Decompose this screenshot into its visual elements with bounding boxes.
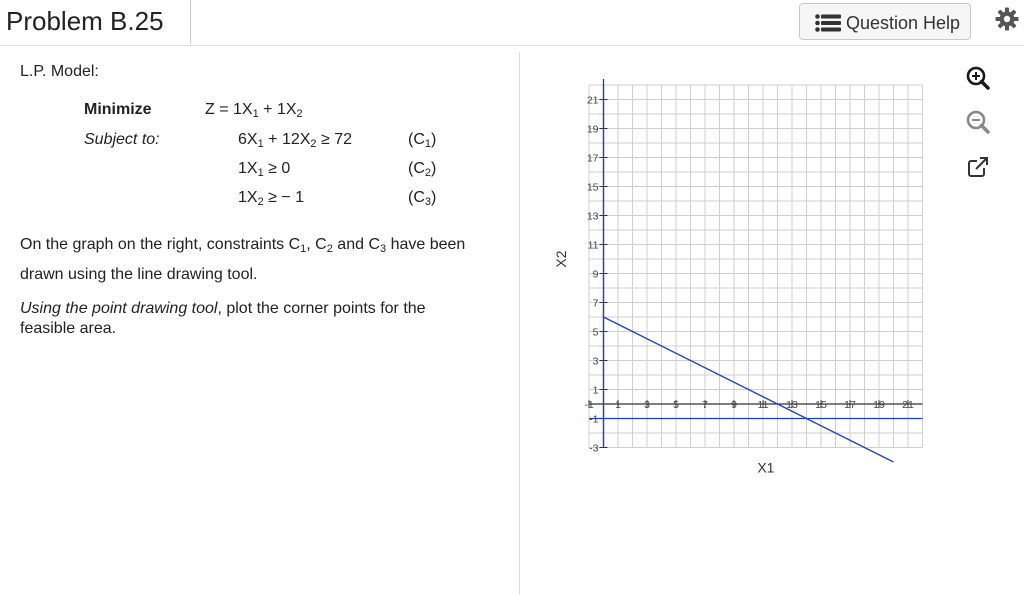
y-tick-label: 19 <box>586 123 599 136</box>
pop-out-icon[interactable] <box>964 153 992 181</box>
y-tick-label: 11 <box>587 239 599 252</box>
x-tick-label: 21 <box>902 399 914 411</box>
zoom-in-icon[interactable] <box>964 64 992 92</box>
minimize-label: Minimize <box>84 101 152 118</box>
x-tick-label: 17 <box>844 399 856 411</box>
constraint-tag-c1: $(C_1)$ <box>408 131 437 150</box>
constraint-c2: $1X_1 \ge 0$ <box>238 160 291 179</box>
y-tick-label: 15 <box>586 181 599 194</box>
constraint-c1: $6X_1 + 12X_2 \ge 72$ <box>238 131 352 150</box>
model-heading: L.P. Model: <box>20 63 99 80</box>
question-help-button[interactable] <box>799 3 971 40</box>
y-tick-label: 9 <box>592 268 599 281</box>
x-tick-label: 15 <box>815 399 827 411</box>
page-title: Problem B.25 <box>6 6 164 36</box>
y-tick-label: 21 <box>586 94 599 107</box>
y-tick-label: 13 <box>586 210 599 223</box>
x-axis-label: X1 <box>757 459 775 476</box>
header-divider <box>0 45 1024 46</box>
x-tick-label: 1 <box>615 399 621 411</box>
panel-divider <box>519 52 520 595</box>
y-tick-label: 17 <box>586 152 599 165</box>
x-tick-label: 9 <box>731 399 737 411</box>
x-tick-label: 19 <box>873 399 885 411</box>
y-axis-label: X2 <box>553 250 569 268</box>
title-box <box>0 0 191 44</box>
constraint-tag-c3: $(C_3)$ <box>408 189 437 208</box>
instruction-paragraph-1: On the graph on the right, constraints $C_1$, $C_2$ and $C_3$ have been drawn using the line drawing tool. <box>20 236 466 283</box>
x-tick-label: 5 <box>673 399 679 411</box>
subject-to-label: Subject to: <box>84 131 160 148</box>
zoom-out-icon[interactable] <box>964 108 992 136</box>
constraint-tag-c2: $(C_2)$ <box>408 160 437 179</box>
y-tick-label: 5 <box>592 326 599 339</box>
y-tick-label: 3 <box>592 355 599 368</box>
instruction-paragraph-2: Using the point drawing tool, plot the corner points for the feasible area. <box>20 300 426 337</box>
x-tick-label: 13 <box>786 399 798 411</box>
y-tick-label: 7 <box>592 297 599 310</box>
x-tick-label: 3 <box>644 399 650 411</box>
y-tick-label: -3 <box>589 442 599 455</box>
question-help-label: Question Help <box>846 13 961 33</box>
gear-icon[interactable] <box>995 7 1019 31</box>
x-tick-label: 7 <box>702 399 708 411</box>
y-tick-label: 1 <box>592 384 599 397</box>
x-tick-label: -1 <box>584 399 594 411</box>
objective-function: $Z = 1X_1 + 1X_2$ <box>205 101 303 120</box>
constraint-c3: $1X_2$ ≥ − 1 <box>238 189 305 208</box>
x-tick-label: 11 <box>757 399 769 411</box>
lp-graph[interactable] <box>540 72 960 492</box>
list-icon <box>815 14 841 32</box>
y-tick-label: -1 <box>589 413 599 426</box>
